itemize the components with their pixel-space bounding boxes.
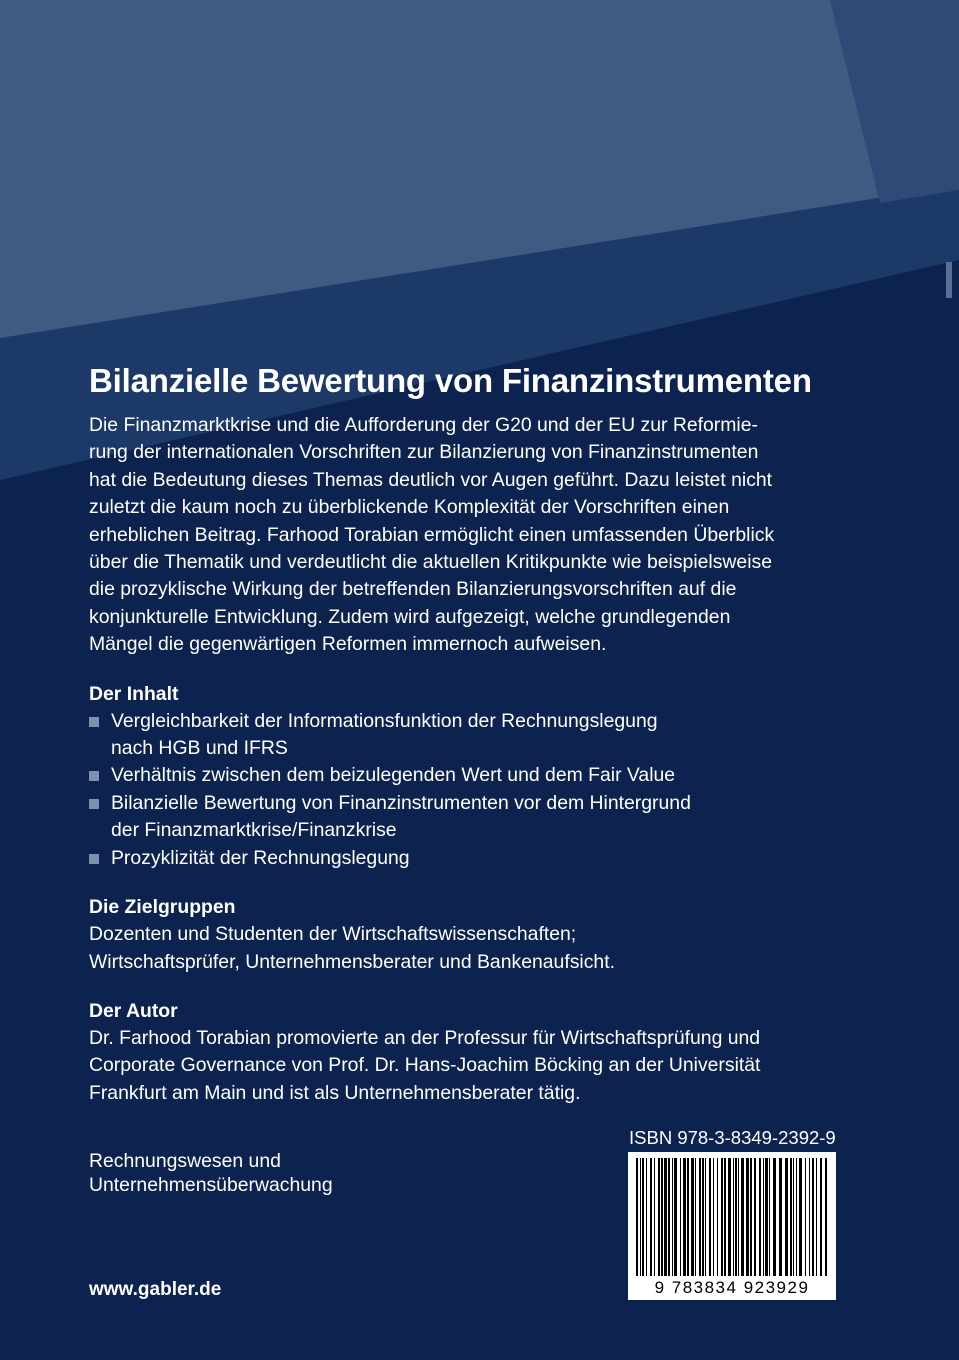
isbn-label: ISBN 978-3-8349-2392-9 [629,1127,836,1148]
autor-line: Frankfurt am Main und ist als Unternehmensberater tätig. [89,1081,581,1104]
barcode-bar [658,1158,660,1276]
barcode-bar [683,1158,686,1276]
barcode-bar [799,1158,802,1276]
barcode-bar [805,1158,806,1276]
isbn-barcode [628,1152,836,1300]
barcode-bar [695,1158,696,1276]
intro-line: zuletzt die kaum noch zu überblickende Komplexität der Vorschriften einen [89,496,730,519]
inhalt-item [89,708,869,763]
barcode-bar [750,1158,752,1276]
barcode-bar [687,1158,689,1276]
autor-heading: Der Autor [89,999,178,1022]
barcode-bar [765,1158,768,1276]
zielgruppen-heading: Die Zielgruppen [89,896,236,919]
autor-text [89,1025,869,1107]
intro-line: konjunkturelle Entwicklung. Zudem wird aufgezeigt, welche grundlegenden [89,605,731,628]
barcode-bar [785,1158,788,1276]
barcode-bar [705,1158,706,1276]
barcode-bar [816,1158,817,1276]
barcode-bar [773,1158,776,1276]
series-line: Unternehmensüberwachung [89,1174,333,1196]
inhalt-list [89,708,869,872]
barcode-bar [640,1158,641,1276]
intro-paragraph [89,412,869,659]
inhalt-item-line: der Finanzmarktkrise/Finanzkrise [111,819,397,842]
inhalt-item [89,762,869,789]
bullet-square-icon [89,854,99,864]
inhalt-item-line: Verhältnis zwischen dem beizulegenden Wert und dem Fair Value [111,764,676,787]
inhalt-item [89,790,869,845]
barcode-bar [746,1158,749,1276]
zielgruppen-line: Dozenten und Studenten der Wirtschaftswissenschaften; [89,923,577,946]
barcode-bar [654,1158,655,1276]
barcode-bar [699,1158,701,1276]
barcode-bar [724,1158,726,1276]
barcode-bar [674,1158,677,1276]
inhalt-heading: Der Inhalt [89,682,179,705]
inhalt-item-line: Prozyklizität der Rechnungslegung [111,846,410,869]
intro-line: Die Finanzmarktkrise und die Aufforderung der G20 und der EU zur Reformie- [89,414,758,436]
barcode-bar [713,1158,714,1276]
barcode-bar [650,1158,652,1276]
intro-line: über die Thematik und verdeutlicht die aktuellen Kritikpunkte wie beispielsweise [89,551,772,574]
barcode-bar [636,1158,638,1276]
barcode-bar [754,1158,756,1276]
inhalt-item-line: Vergleichbarkeit der Informationsfunktion der Rechnungslegung [111,709,658,732]
barcode-bar [717,1158,718,1276]
autor-line: Corporate Governance von Prof. Dr. Hans-Joachim Böcking an der Universität [89,1054,761,1077]
barcode-digits: 9 783834 923929 [654,1278,810,1297]
barcode-bar [790,1158,792,1276]
intro-line: erheblichen Beitrag. Farhood Torabian ermöglicht einen umfassenden Überblick [89,523,775,546]
zielgruppen-line: Wirtschaftsprüfer, Unternehmensberater und Bankenaufsicht. [89,950,615,973]
barcode-bar [779,1158,782,1276]
bullet-square-icon [89,717,99,727]
inhalt-item-line: nach HGB und IFRS [111,737,288,760]
barcode-bar [812,1158,814,1276]
barcode-bar [664,1158,667,1276]
barcode-bar [728,1158,731,1276]
intro-line: rung der internationalen Vorschriften zur Bilanzierung von Finanzinstrumenten [89,441,759,464]
bullet-square-icon [89,771,99,781]
intro-line: die prozyklische Wirkung der betreffenden Bilanzierungsvorschriften auf die [89,578,737,601]
publisher-website[interactable]: www.gabler.de [89,1279,222,1300]
intro-line: Mängel die gegenwärtigen Reformen immernoch aufweisen. [89,633,607,656]
barcode-bar [825,1158,827,1276]
intro-line: hat die Bedeutung dieses Themas deutlich vor Augen geführt. Dazu leistet nicht [89,468,773,491]
barcode-bar [820,1158,822,1276]
barcode-bar [642,1158,644,1276]
barcode-bar [759,1158,761,1276]
barcode-bar [709,1158,711,1276]
series-name [89,1149,333,1197]
barcode-bar [680,1158,681,1276]
barcode-bar [738,1158,739,1276]
barcode-bar [702,1158,704,1276]
barcode-bar [769,1158,770,1276]
autor-line: Dr. Farhood Torabian promovierte an der Professur für Wirtschaftsprüfung und [89,1026,761,1049]
barcode-bar [661,1158,663,1276]
barcode-bar [646,1158,647,1276]
series-line: Rechnungswesen und [89,1150,281,1172]
barcode-bar [733,1158,734,1276]
back-cover-text [89,362,869,1107]
inhalt-item [89,845,869,872]
barcode-bar [793,1158,794,1276]
barcode-bar [809,1158,810,1276]
barcode-bar [691,1158,694,1276]
barcode-bar [741,1158,744,1276]
barcode-bar [668,1158,670,1276]
book-title: Bilanzielle Bewertung von Finanzinstrumenten [89,362,812,399]
barcode-bar [796,1158,797,1276]
barcode-bar [672,1158,673,1276]
barcode-bars [636,1158,828,1276]
barcode-bar [735,1158,737,1276]
inhalt-item-line: Bilanzielle Bewertung von Finanzinstrumenten vor dem Hintergrund [111,791,691,814]
zielgruppen-text [89,921,869,976]
barcode-bar [721,1158,723,1276]
barcode-bar [763,1158,764,1276]
bullet-square-icon [89,799,99,809]
